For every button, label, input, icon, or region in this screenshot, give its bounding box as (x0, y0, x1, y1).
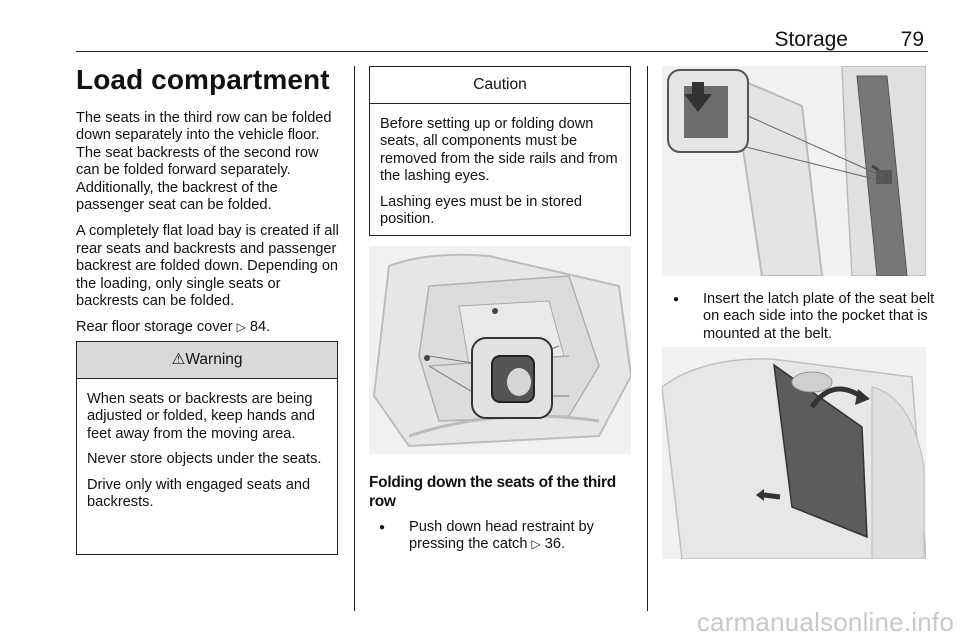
warning-text-1: When seats or backrests are being adjusted or folded, keep hands and feet away from the moving area. (87, 391, 315, 442)
bullet-dot: ● (379, 522, 386, 533)
bullet-text: Insert the latch plate of the seat belt on each side into the pocket that is mounted at the belt. (703, 291, 935, 342)
page-ref-arrow-icon: ▷ (531, 537, 541, 552)
column-divider-1 (354, 66, 355, 611)
bullet-item-head-restraint (379, 519, 629, 559)
paragraph-3-text: Rear floor storage cover (76, 319, 237, 336)
page-ref-link[interactable]: 84. (245, 319, 271, 336)
load-compartment-illustration (369, 246, 631, 454)
caution-body (370, 104, 630, 244)
warning-text-2: Never store objects under the seats. (87, 451, 322, 468)
page-number: 79 (900, 28, 924, 51)
caution-text-1: Before setting up or folding down seats, all components must be removed from the side rails and from the lashing eyes. (380, 116, 618, 185)
caution-header: Caution (370, 67, 630, 104)
caution-text-2: Lashing eyes must be in stored position. (380, 193, 582, 228)
page-header (76, 28, 928, 50)
left-column (76, 64, 340, 346)
bullet-text: Push down head restraint by pressing the catch (409, 519, 594, 553)
warning-body (77, 379, 337, 527)
page-ref-arrow-icon: ▷ (236, 320, 246, 335)
seat-belt-illustration (662, 66, 926, 276)
column-divider-2 (647, 66, 648, 611)
page-ref-link[interactable]: 36. (540, 536, 566, 553)
watermark: carmanualsonline.info (696, 607, 954, 637)
section-heading-third-row: Folding down the seats of the third row (369, 474, 616, 510)
bullet-dot: ● (673, 294, 680, 305)
caution-box (369, 66, 631, 236)
warning-header (77, 342, 337, 379)
paragraph-3 (76, 319, 340, 336)
warning-box (76, 341, 338, 555)
warning-text-3: Drive only with engaged seats and backrests. (87, 476, 311, 511)
paragraph-2: A completely flat load bay is created if all rear seats and backrests and passenger backrest are folded down. Depending on the loading, only single seats or backrests can be folded. (76, 223, 339, 310)
header-rule (76, 51, 928, 52)
seat-folding-illustration (662, 347, 926, 559)
paragraph-1: The seats in the third row can be folded down separately into the vehicle floor. The seat backrests of the second row can be folded forward separately. Additionally, the backrest of the passenger seat can be folded. (76, 110, 332, 214)
page-title: Load compartment (76, 64, 330, 95)
warning-title: Warning (185, 351, 243, 368)
warning-icon: ⚠ (171, 351, 186, 368)
section-title: Storage (774, 28, 848, 51)
bullet-item-latch-plate (673, 291, 935, 345)
